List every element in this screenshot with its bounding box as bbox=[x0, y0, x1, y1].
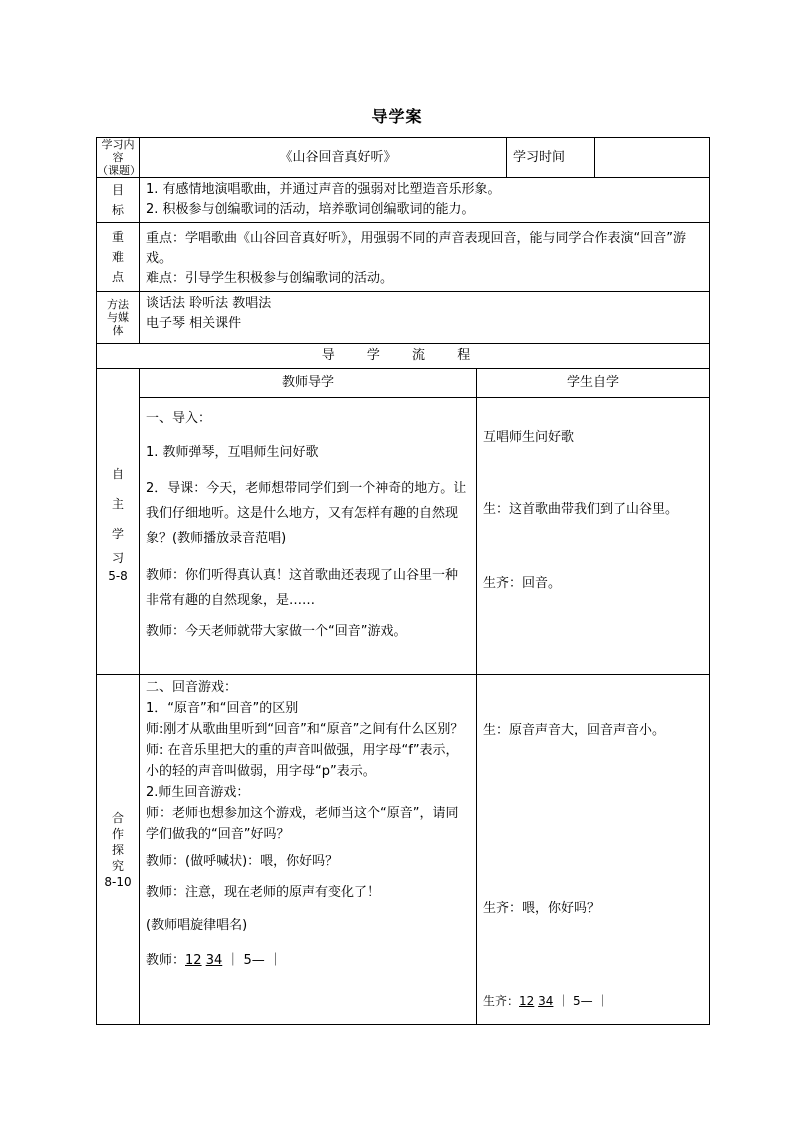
teacher-text: 教师：今天老师就带大家做一个“回音”游戏。 bbox=[146, 624, 407, 639]
methods-label-line: 与媒 bbox=[107, 311, 129, 324]
notation-beat: 34 bbox=[538, 994, 554, 1008]
row-methods bbox=[97, 292, 710, 344]
self-study-label-char: 习 bbox=[111, 550, 124, 565]
objectives-label bbox=[97, 178, 140, 223]
student-text: 生：原音声音大，回音声音小。 bbox=[483, 723, 666, 738]
teacher-text: 一、导入： bbox=[146, 411, 212, 426]
methods-cell bbox=[140, 292, 710, 344]
row-flow-headers bbox=[97, 369, 710, 398]
notation-beat: 12 bbox=[519, 994, 535, 1008]
time-value[interactable] bbox=[595, 138, 710, 178]
teacher-text: 1．“原音”和“回音”的区别 bbox=[146, 701, 299, 716]
cooperate-duration: 8-10 bbox=[104, 874, 132, 889]
self-study-teacher bbox=[140, 398, 477, 675]
notation-beat: 12 bbox=[185, 953, 202, 968]
guide-table bbox=[96, 137, 710, 1025]
self-study-label-char: 主 bbox=[111, 496, 124, 511]
row-content bbox=[97, 138, 710, 178]
page-title: 导学案 bbox=[371, 107, 423, 126]
teacher-text: 教师：注意，现在老师的原声有变化了！ bbox=[146, 885, 381, 900]
cooperate-student bbox=[477, 675, 710, 1025]
row-objectives bbox=[97, 178, 710, 223]
self-study-label-char: 学 bbox=[111, 526, 124, 541]
self-study-student bbox=[477, 398, 710, 675]
self-study-label-char: 自 bbox=[111, 466, 124, 481]
key-points-label-char: 难 bbox=[111, 250, 124, 264]
notation-beat: 34 bbox=[205, 953, 223, 968]
student-text: 生：这首歌曲带我们到了山谷里。 bbox=[483, 502, 679, 517]
key-points-label-char: 重 bbox=[111, 230, 124, 244]
objectives-cell bbox=[140, 178, 710, 223]
notation-rest: ｜ 5— ｜ bbox=[226, 953, 282, 968]
teacher-text: 二、回音游戏： bbox=[146, 680, 238, 695]
student-notation bbox=[483, 991, 703, 1011]
self-study-label bbox=[97, 369, 140, 675]
student-text: 生齐：回音。 bbox=[483, 576, 562, 591]
cooperate-label-char: 探 bbox=[111, 842, 124, 857]
teacher-text: 2.师生回音游戏： bbox=[146, 785, 250, 800]
notation-rest: ｜ 5— ｜ bbox=[557, 994, 609, 1008]
teacher-text: (教师唱旋律唱名) bbox=[146, 918, 248, 933]
methods-label bbox=[97, 292, 140, 344]
notation-prefix: 教师： bbox=[146, 953, 186, 968]
cooperate-label-char: 作 bbox=[111, 826, 124, 841]
teacher-header: 教师导学 bbox=[140, 369, 477, 398]
teacher-text: 师:刚才从歌曲里听到“回音”和“原音”之间有什么区别？ bbox=[146, 722, 464, 737]
key-points-label-char: 点 bbox=[111, 270, 124, 284]
cooperate-label-char: 合 bbox=[111, 810, 124, 825]
objective-item: 2. 积极参与创编歌词的活动，培养歌词创编歌词的能力。 bbox=[146, 202, 475, 217]
row-flow-title bbox=[97, 344, 710, 369]
teacher-text: 教师：(做呼喊状)：喂，你好吗？ bbox=[146, 854, 339, 869]
time-label: 学习时间 bbox=[507, 138, 595, 178]
teacher-text: 教师：你们听得真认真！这首歌曲还表现了山谷里一种非常有趣的自然现象，是…… bbox=[146, 568, 459, 608]
content-label bbox=[97, 138, 140, 178]
student-text: 生齐：喂，你好吗？ bbox=[483, 901, 601, 916]
methods-label-line: 方法 bbox=[107, 298, 129, 311]
key-point: 重点：学唱歌曲《山谷回音真好听》，用强弱不同的声音表现回音，能与同学合作表演“回音”游戏。 bbox=[146, 231, 686, 266]
teacher-text: 师：老师也想参加这个游戏，老师当这个“原音”，请同学们做我的“回音”好吗？ bbox=[146, 806, 459, 842]
content-label-line2: （课题） bbox=[97, 164, 141, 177]
objective-item: 1. 有感情地演唱歌曲，并通过声音的强弱对比塑造音乐形象。 bbox=[146, 182, 501, 197]
cooperate-label bbox=[97, 675, 140, 1025]
topic-cell: 《山谷回音真好听》 bbox=[140, 138, 507, 178]
objectives-label-char: 标 bbox=[111, 203, 124, 217]
row-cooperate bbox=[97, 675, 710, 1025]
objectives-label-char: 目 bbox=[111, 183, 124, 197]
teacher-notation bbox=[146, 950, 470, 971]
cooperate-teacher bbox=[140, 675, 477, 1025]
key-points-cell bbox=[140, 223, 710, 292]
notation-prefix: 生齐： bbox=[483, 994, 520, 1008]
methods-line: 谈话法 聆听法 教唱法 bbox=[146, 296, 272, 311]
self-study-duration: 5-8 bbox=[108, 568, 128, 583]
student-text: 互唱师生问好歌 bbox=[483, 430, 575, 445]
methods-label-line: 体 bbox=[112, 324, 124, 337]
content-label-line1: 学习内容 bbox=[101, 138, 135, 164]
difficult-point: 难点：引导学生积极参与创编歌词的活动。 bbox=[146, 271, 394, 286]
flow-title: 导 学 流 程 bbox=[97, 344, 710, 369]
student-header: 学生自学 bbox=[477, 369, 710, 398]
key-points-label bbox=[97, 223, 140, 292]
cooperate-label-char: 究 bbox=[111, 858, 124, 873]
teacher-text: 师: 在音乐里把大的重的声音叫做强，用字母“f”表示，小的轻的声音叫做弱，用字母“p”表示。 bbox=[146, 743, 459, 779]
row-self-study bbox=[97, 398, 710, 675]
teacher-text: 1. 教师弹琴，互唱师生问好歌 bbox=[146, 445, 319, 460]
media-line: 电子琴 相关课件 bbox=[146, 316, 242, 331]
row-key-points bbox=[97, 223, 710, 292]
teacher-text: 2．导课：今天，老师想带同学们到一个神奇的地方。让我们仔细地听。这是什么地方，又有怎样有趣的自然现象？(教师播放录音范唱) bbox=[146, 481, 467, 546]
